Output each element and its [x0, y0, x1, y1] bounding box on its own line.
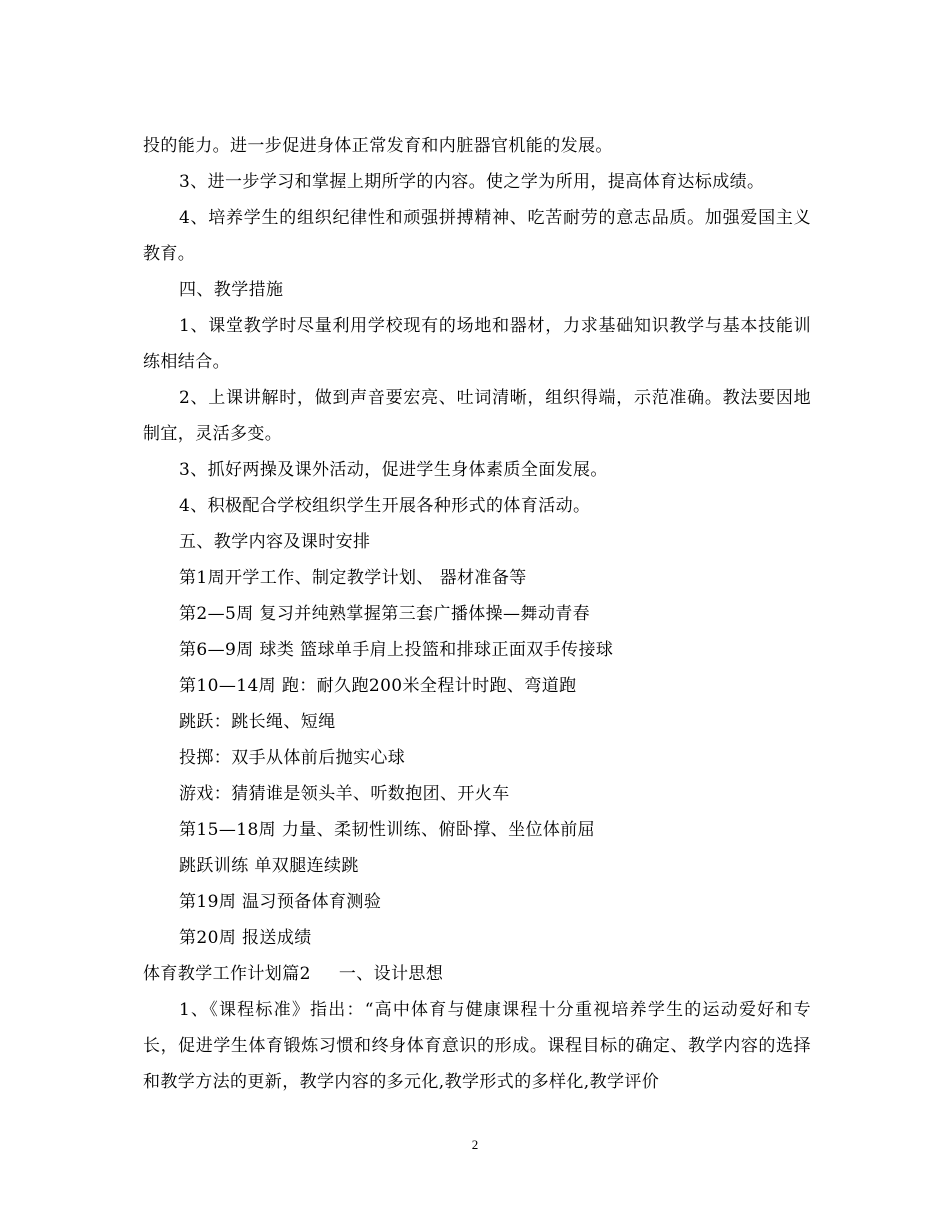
schedule-line: 第2—5周 复习并纯熟掌握第三套广播体操—舞动青春 [179, 604, 591, 624]
schedule-line: 跳跃训练 单双腿连续跳 [179, 856, 359, 876]
section-title: 体育教学工作计划篇2 [143, 964, 311, 984]
paragraph: 1、《课程标准》指出：“高中体育与健康课程十分重视培养学生的运动爱好和专长，促进学生体育锻炼习惯和终身体育意识的形成。课程目标的确定、教学内容的选择和教学方法的更新，教学内容的多元化,教学形式的多样化,教学评价 [143, 1000, 811, 1092]
schedule-line: 第20周 报送成绩 [179, 928, 312, 948]
paragraph: 投的能力。进一步促进身体正常发育和内脏器官机能的发展。 [143, 136, 613, 156]
document-section-title [143, 956, 811, 992]
paragraph: 1、课堂教学时尽量利用学校现有的场地和器材，力求基础知识教学与基本技能训练相结合。 [143, 316, 811, 372]
schedule-line: 第1周开学工作、制定教学计划、 器材准备等 [179, 568, 527, 588]
schedule-line: 第15—18周 力量、柔韧性训练、俯卧撑、坐位体前屈 [179, 820, 596, 840]
paragraph: 4、积极配合学校组织学生开展各种形式的体育活动。 [179, 496, 591, 516]
schedule-line: 第19周 温习预备体育测验 [179, 892, 382, 912]
schedule-line: 第6—9周 球类 篮球单手肩上投篮和排球正面双手传接球 [179, 640, 614, 660]
page-body [143, 128, 811, 1100]
schedule-line: 第10—14周 跑：耐久跑200米全程计时跑、弯道跑 [179, 676, 577, 696]
paragraph: 2、上课讲解时，做到声音要宏亮、吐词清晰，组织得端，示范准确。教法要因地制宜，灵活多变。 [143, 388, 811, 444]
section-heading: 四、教学措施 [179, 280, 284, 300]
paragraph: 3、抓好两操及课外活动，促进学生身体素质全面发展。 [179, 460, 608, 480]
section-subtitle: 一、设计思想 [338, 964, 444, 984]
paragraph: 4、培养学生的组织纪律性和顽强拼搏精神、吃苦耐劳的意志品质。加强爱国主义教育。 [143, 208, 811, 264]
paragraph: 3、进一步学习和掌握上期所学的内容。使之学为所用，提高体育达标成绩。 [179, 172, 765, 192]
page-number: 2 [471, 1137, 479, 1152]
schedule-line: 跳跃：跳长绳、短绳 [179, 712, 336, 732]
schedule-line: 投掷：双手从体前后抛实心球 [179, 748, 406, 768]
section-heading: 五、教学内容及课时安排 [179, 532, 371, 552]
schedule-line: 游戏：猜猜谁是领头羊、听数抱团、开火车 [179, 784, 510, 804]
